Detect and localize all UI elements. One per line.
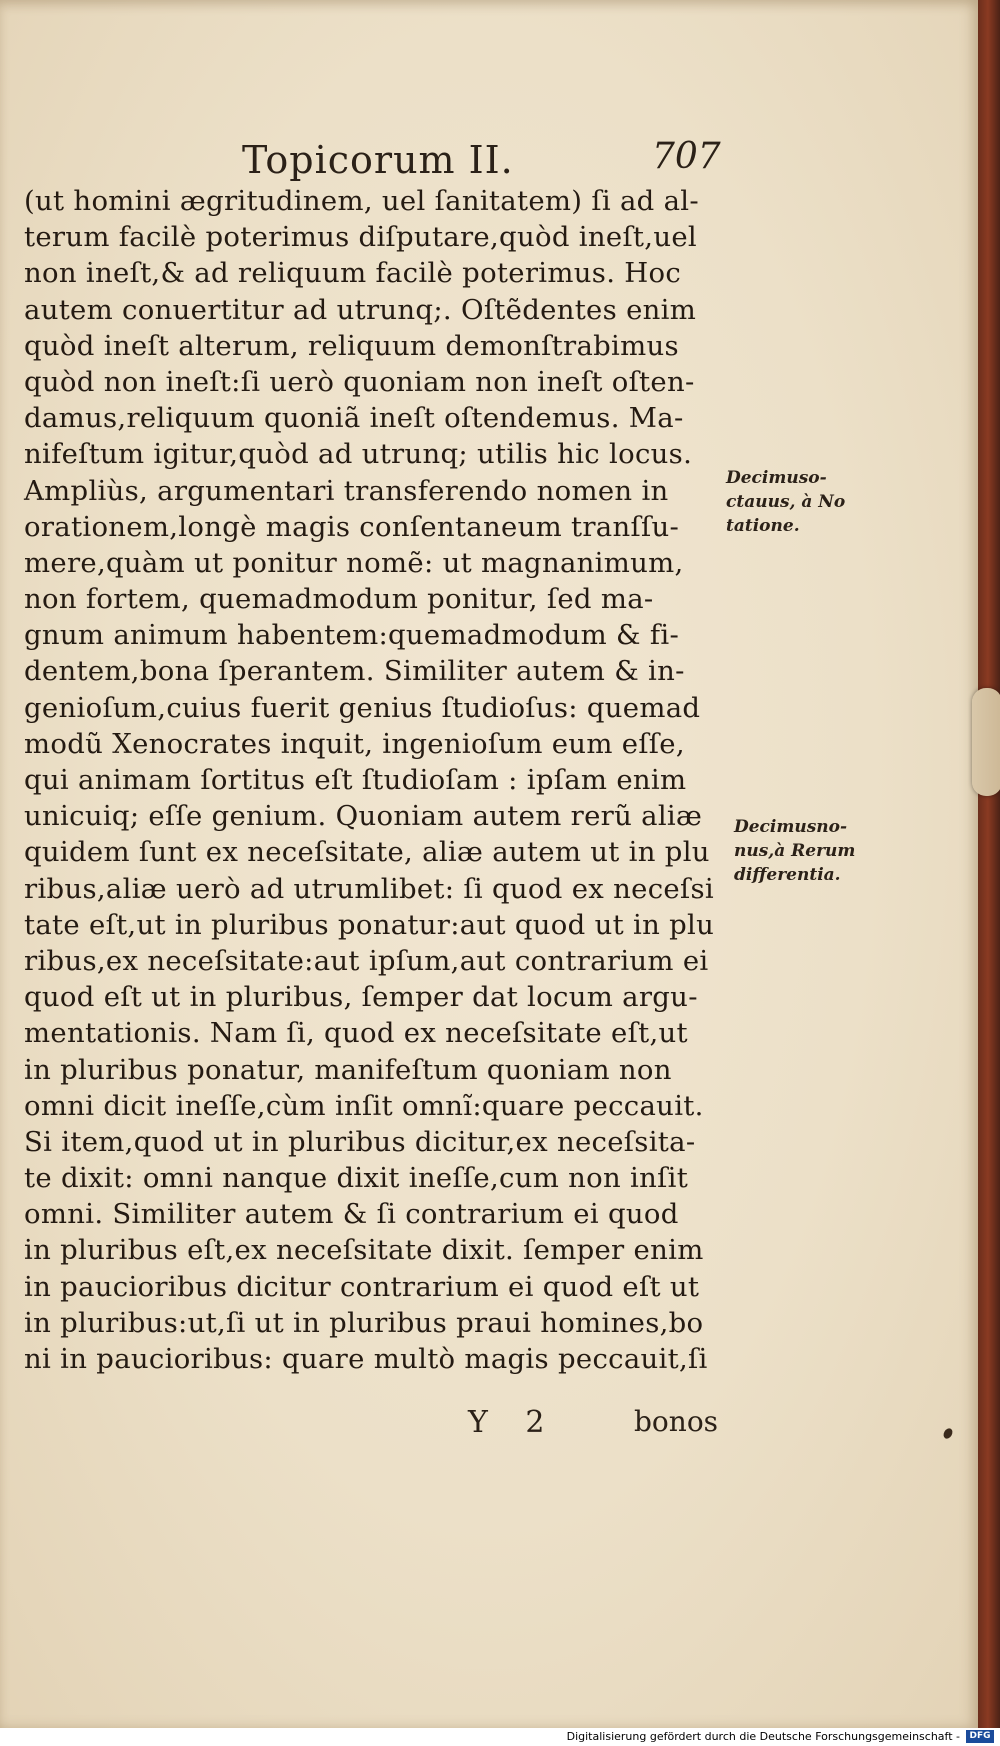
signature-mark: Y 2	[468, 1405, 559, 1440]
text-line: ribus,aliæ uerò ad utrumlibet: ſi quod ex neceſsi	[24, 872, 714, 905]
marginal-note-line: differentia.	[734, 865, 841, 885]
text-line: omni. Similiter autem & ſi contrarium ei quod	[24, 1198, 679, 1231]
digitization-credit-bar	[0, 1728, 1000, 1746]
page-header	[0, 136, 978, 186]
text-line: omni dicit ineſſe,cùm inſit omnĩ:quare peccauit.	[24, 1089, 704, 1122]
text-line: in pluribus:ut,ſi ut in pluribus praui homines,bo	[24, 1306, 704, 1339]
page-footer	[0, 1405, 978, 1445]
text-line: autem conuertitur ad utrunq;. Oſtẽdentes enim	[24, 293, 697, 326]
catchword: bonos	[634, 1405, 719, 1438]
text-line: in pluribus eſt,ex neceſsitate dixit. ſemper enim	[24, 1234, 704, 1267]
text-line: Si item,quod ut in pluribus dicitur,ex neceſsita-	[24, 1125, 696, 1158]
text-line: orationem,longè magis conſentaneum tranſſu-	[24, 510, 680, 543]
marginal-note-line: nus,à Rerum	[734, 841, 856, 861]
dfg-logo: DFG	[966, 1730, 994, 1743]
text-line: mere,quàm ut ponitur nomẽ: ut magnanimum,	[24, 546, 684, 579]
text-line: dentem,bona ſperantem. Similiter autem & in-	[24, 655, 685, 688]
marginal-note-line: ctauus, à No	[726, 492, 846, 512]
text-line: te dixit: omni nanque dixit ineſſe,cum non inſit	[24, 1162, 689, 1195]
text-line: Ampliùs, argumentari transferendo nomen in	[24, 474, 669, 507]
text-line: (ut homini ægritudinem, uel ſanitatem) ſi ad al-	[24, 185, 699, 217]
marginal-note-line: Decimuso-	[726, 468, 827, 488]
text-line: quidem ſunt ex neceſsitate, aliæ autem ut in plu	[24, 836, 710, 869]
text-line: quod eſt ut in pluribus, ſemper dat locum argu-	[24, 981, 698, 1014]
text-line: terum facilè poterimus diſputare,quòd ineſt,uel	[24, 221, 697, 254]
text-line: tate eſt,ut in pluribus ponatur:aut quod ut in plu	[24, 908, 715, 941]
credit-text: Digitalisierung gefördert durch die Deutsche Forschungsgemeinschaft -	[566, 1730, 960, 1743]
page-number: 707	[652, 136, 721, 177]
page-clip-tab	[972, 688, 1000, 796]
text-line: gnum animum habentem:quemadmodum & fi-	[24, 619, 680, 652]
text-line: ni in paucioribus: quare multò magis peccauit,ſi	[24, 1343, 708, 1375]
text-line: non fortem, quemadmodum ponitur, ſed ma-	[24, 583, 654, 616]
text-line: mentationis. Nam ſi, quod ex neceſsitate eſt,ut	[24, 1017, 688, 1050]
text-line: non ineſt,& ad reliquum facilè poterimus. Hoc	[24, 257, 682, 290]
text-line: nifeſtum igitur,quòd ad utrunq; utilis hic locus.	[24, 438, 693, 471]
marginal-note-line: tatione.	[726, 516, 800, 536]
text-line: modũ Xenocrates inquit, ingenioſum eum eſſe,	[24, 727, 685, 760]
text-line: in pluribus ponatur, manifeſtum quoniam non	[24, 1053, 672, 1086]
text-line: in paucioribus dicitur contrarium ei quod eſt ut	[24, 1270, 700, 1303]
marginal-note-decimus-octavus	[726, 466, 845, 538]
text-line: quòd non ineſt:ſi uerò quoniam non ineſt oſten-	[24, 365, 695, 398]
body-text	[24, 183, 724, 1377]
text-line: quòd ineſt alterum, reliquum demonſtrabimus	[24, 329, 679, 362]
marginal-note-decimus-nonus	[734, 815, 855, 887]
text-line: genioſum,cuius fuerit genius ſtudioſus: quemad	[24, 691, 701, 724]
running-title: Topicorum II.	[242, 138, 514, 182]
text-line: qui animam ſortitus eſt ſtudioſam : ipſam enim	[24, 764, 687, 796]
text-line: damus,reliquum quoniã ineſt oſtendemus. Ma-	[24, 402, 684, 435]
marginal-note-line: Decimusno-	[734, 817, 848, 837]
text-line: ribus,ex neceſsitate:aut ipſum,aut contrarium ei	[24, 944, 709, 977]
text-line: unicuiq; eſſe genium. Quoniam autem rerũ aliæ	[24, 800, 703, 833]
book-cover-edge	[978, 0, 1000, 1728]
